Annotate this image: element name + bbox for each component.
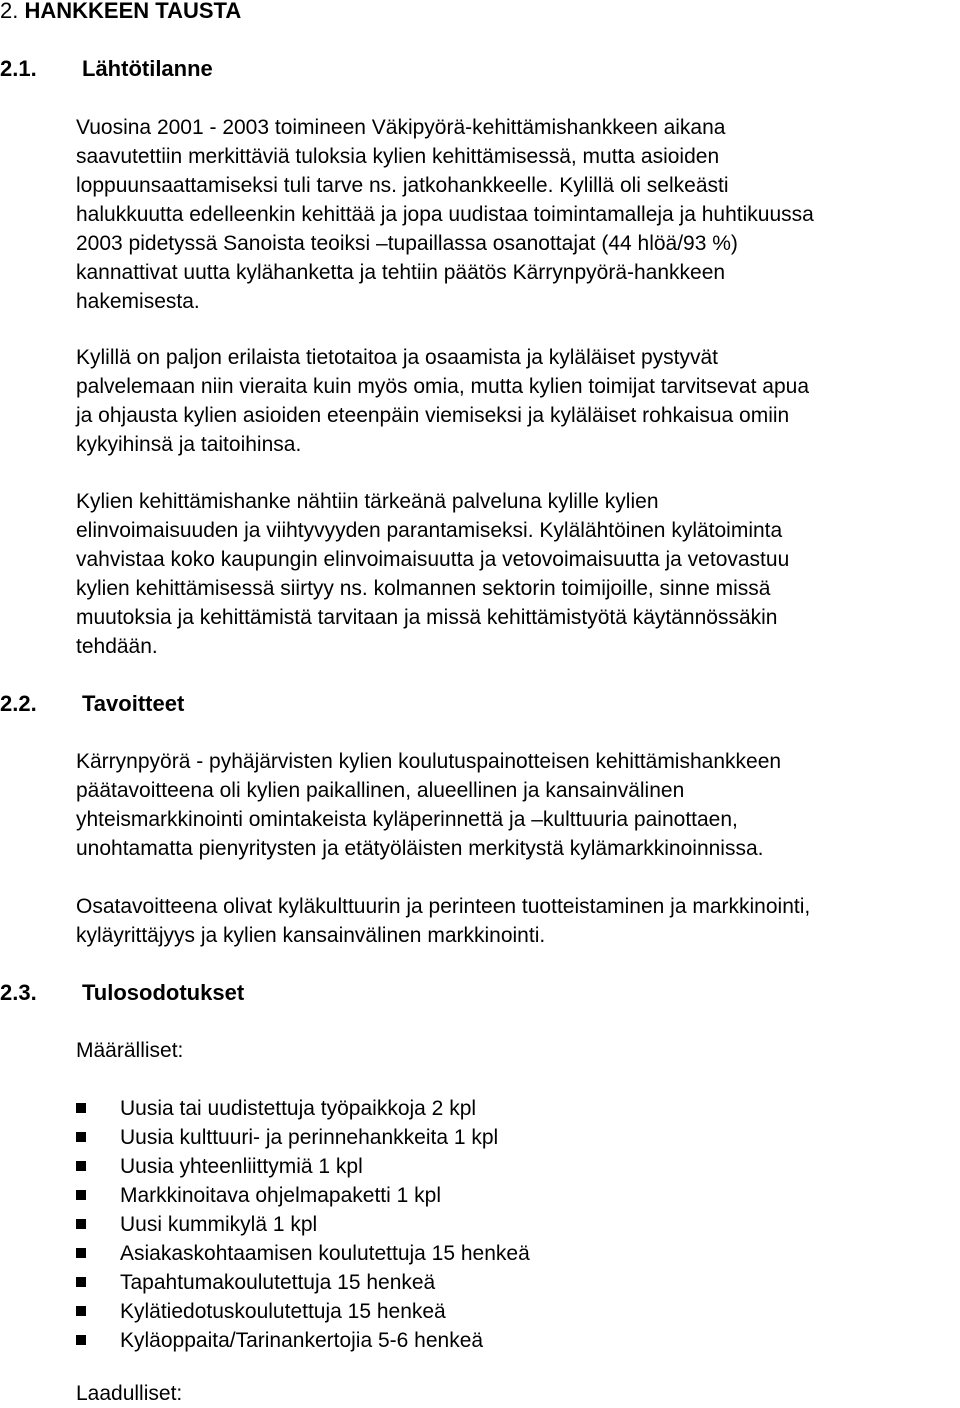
paragraph-line: päätavoitteena oli kylien paikallinen, alueellinen ja kansainvälinen xyxy=(76,779,685,802)
paragraph-line: tehdään. xyxy=(76,635,158,658)
section-number: 2. xyxy=(0,0,19,23)
list-item-text: Markkinoitava ohjelmapaketti 1 kpl xyxy=(120,1184,441,1207)
list-item-text: Kyläoppaita/Tarinankertojia 5-6 henkeä xyxy=(120,1329,484,1352)
paragraph-line: palvelemaan niin vieraita kuin myös omia, mutta kylien toimijat tarvitsevat apua xyxy=(76,375,810,398)
square-bullet-icon xyxy=(76,1161,86,1171)
paragraph-line: Kylillä on paljon erilaista tietotaitoa ja osaamista ja kyläläiset pystyvät xyxy=(76,346,718,369)
square-bullet-icon xyxy=(76,1132,86,1142)
square-bullet-icon xyxy=(76,1306,86,1316)
paragraph-line: loppuunsaattamiseksi tuli tarve ns. jatkohankkeelle. Kylillä oli selkeästi xyxy=(76,174,729,197)
square-bullet-icon xyxy=(76,1335,86,1345)
paragraph-line: hakemisesta. xyxy=(76,290,200,313)
paragraph-line: muutoksia ja kehittämistä tarvitaan ja missä kehittämistyötä käytännössäkin xyxy=(76,606,778,629)
square-bullet-icon xyxy=(76,1277,86,1287)
paragraph-lahtotilanne-3 xyxy=(76,487,956,661)
paragraph-line: Vuosina 2001 - 2003 toimineen Väkipyörä-kehittämishankkeen aikana xyxy=(76,116,726,139)
paragraph-line: unohtamatta pienyritysten ja etätyöläisten merkitystä kylämarkkinoinnissa. xyxy=(76,837,764,860)
paragraph-line: ja ohjausta kylien asioiden eteenpäin viemiseksi ja kyläläiset rohkaisua omiin xyxy=(76,404,790,427)
paragraph-line: kykyihinsä ja taitoihinsa. xyxy=(76,433,302,456)
paragraph-lahtotilanne-1 xyxy=(76,113,956,316)
section-heading xyxy=(0,0,241,25)
square-bullet-icon xyxy=(76,1103,86,1113)
list-item-text: Uusi kummikylä 1 kpl xyxy=(120,1213,318,1236)
paragraph-line: Kärrynpyörä - pyhäjärvisten kylien koulutuspainotteisen kehittämishankkeen xyxy=(76,750,782,773)
square-bullet-icon xyxy=(76,1219,86,1229)
subsection-heading-2-2 xyxy=(0,689,184,718)
paragraph-line: Kylien kehittämishanke nähtiin tärkeänä palveluna kylille kylien xyxy=(76,490,659,513)
paragraph-line: vahvistaa koko kaupungin elinvoimaisuutta ja vetovoimaisuutta ja vetovastuu xyxy=(76,548,790,571)
paragraph-line: halukkuutta edelleenkin kehittää ja jopa uudistaa toimintamalleja ja huhtikuussa xyxy=(76,203,814,226)
subsection-title: Lähtötilanne xyxy=(82,56,213,81)
subsection-heading-2-3 xyxy=(0,978,244,1007)
paragraph-line: Osatavoitteena olivat kyläkulttuurin ja perinteen tuotteistaminen ja markkinointi, xyxy=(76,895,811,918)
quantitative-label: Määrälliset: xyxy=(76,1039,184,1062)
square-bullet-icon xyxy=(76,1190,86,1200)
subsection-number: 2.3. xyxy=(0,980,37,1005)
paragraph-line: elinvoimaisuuden ja viihtyvyyden parantamiseksi. Kylälähtöinen kylätoiminta xyxy=(76,519,783,542)
paragraph-line: saavutettiin merkittäviä tuloksia kylien kehittämisessä, mutta asioiden xyxy=(76,145,720,168)
paragraph-line: kylien kehittämisessä siirtyy ns. kolmannen sektorin toimijoille, sinne missä xyxy=(76,577,771,600)
paragraph-line: yhteismarkkinointi omintakeista kyläperinnettä ja –kulttuuria painottaen, xyxy=(76,808,738,831)
paragraph-line: kyläyrittäjyys ja kylien kansainvälinen markkinointi. xyxy=(76,924,546,947)
subsection-number: 2.1. xyxy=(0,56,37,81)
square-bullet-icon xyxy=(76,1248,86,1258)
subsection-number: 2.2. xyxy=(0,691,37,716)
list-item-text: Kylätiedotuskoulutettuja 15 henkeä xyxy=(120,1300,446,1323)
list-item-text: Tapahtumakoulutettuja 15 henkeä xyxy=(120,1271,436,1294)
subsection-title: Tavoitteet xyxy=(82,691,185,716)
section-title: HANKKEEN TAUSTA xyxy=(24,0,242,23)
list-item-text: Uusia tai uudistettuja työpaikkoja 2 kpl xyxy=(120,1097,477,1120)
subsection-title: Tulosodotukset xyxy=(82,980,245,1005)
paragraph-tavoitteet-1 xyxy=(76,747,956,863)
paragraph-lahtotilanne-2 xyxy=(76,343,956,459)
paragraph-tavoitteet-2 xyxy=(76,892,956,950)
list-item-text: Uusia kulttuuri- ja perinnehankkeita 1 kpl xyxy=(120,1126,499,1149)
qualitative-label: Laadulliset: xyxy=(76,1382,183,1405)
paragraph-line: 2003 pidetyssä Sanoista teoiksi –tupaillassa osanottajat (44 hlöä/93 %) xyxy=(76,232,738,255)
subsection-heading-2-1 xyxy=(0,54,213,83)
list-item-text: Asiakaskohtaamisen koulutettuja 15 henkeä xyxy=(120,1242,530,1265)
list-item-text: Uusia yhteenliittymiä 1 kpl xyxy=(120,1155,363,1178)
paragraph-line: kannattivat uutta kylähanketta ja tehtiin päätös Kärrynpyörä-hankkeen xyxy=(76,261,726,284)
